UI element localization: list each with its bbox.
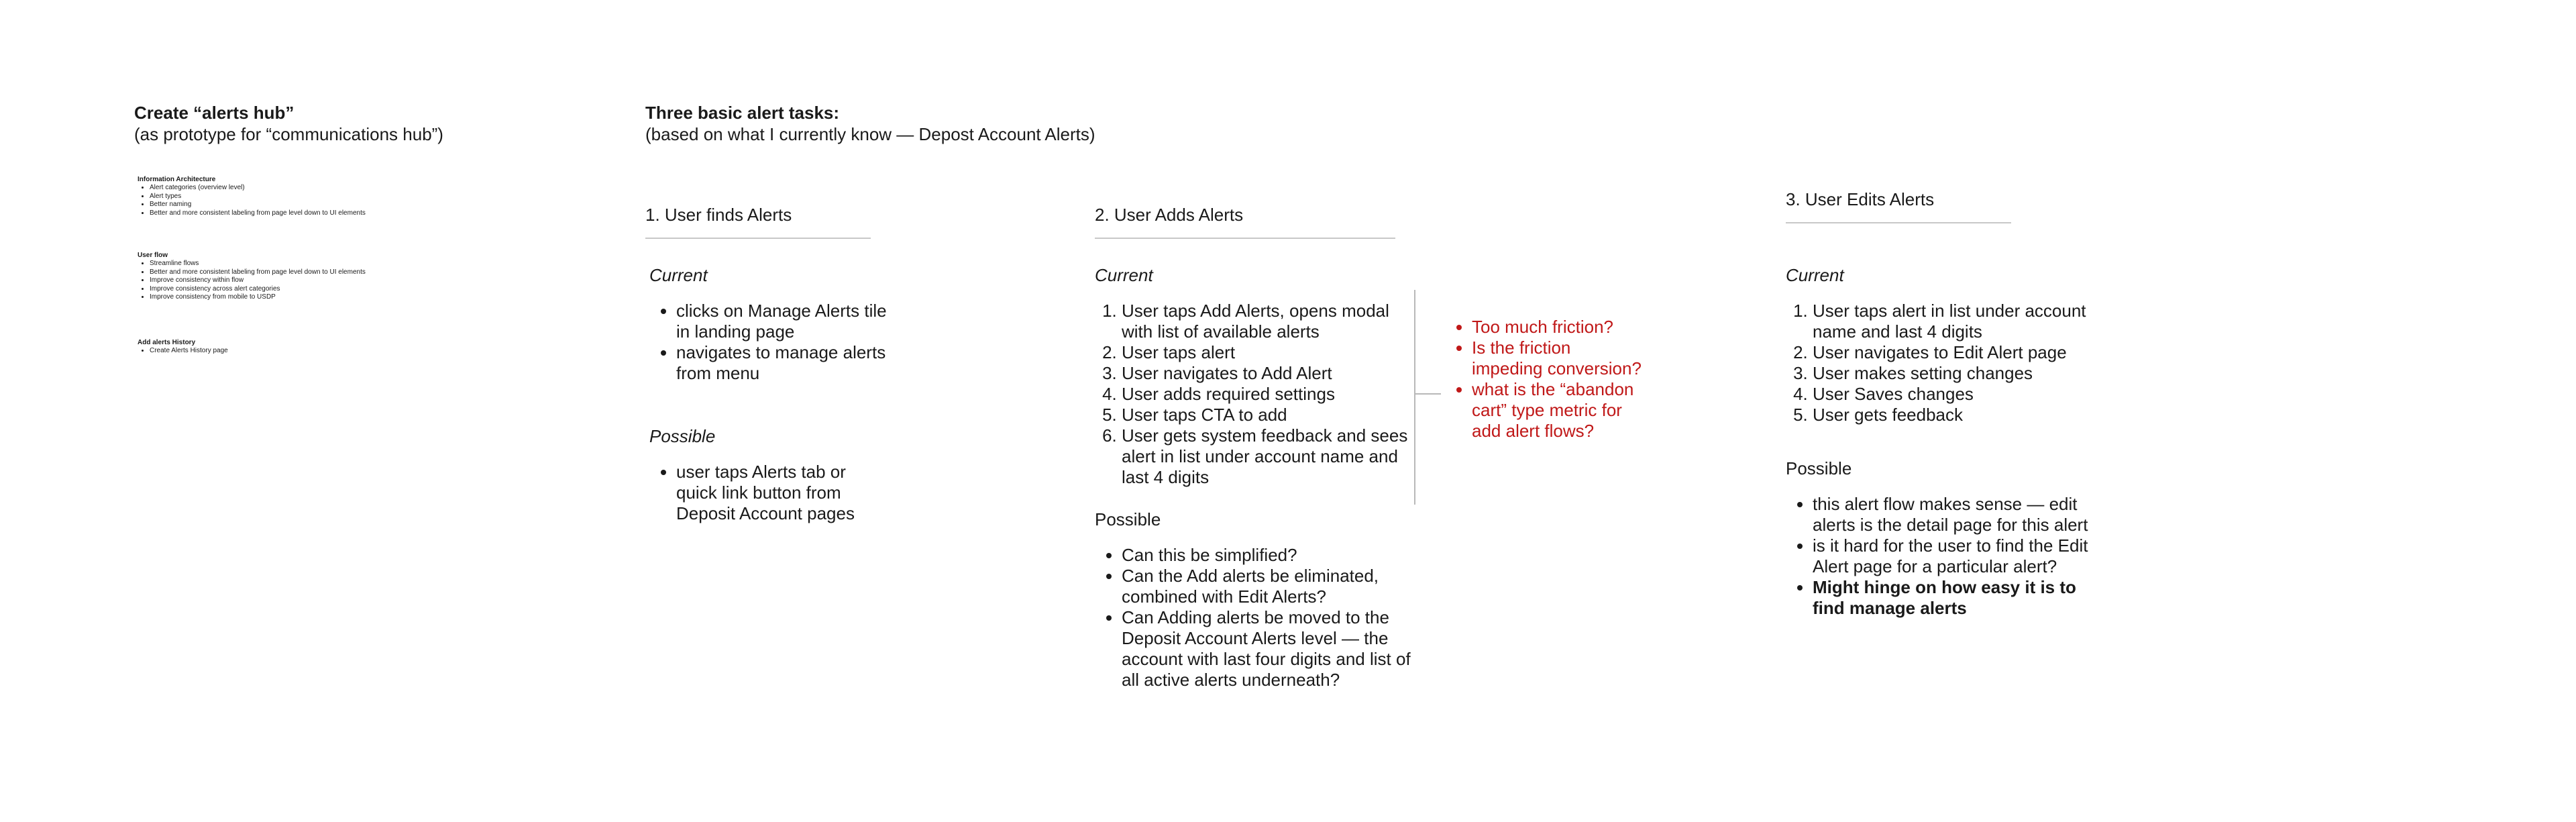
list-item: • Improve consistency within flow xyxy=(150,276,419,285)
user-flow-list xyxy=(138,260,419,302)
task3-current-label: Current xyxy=(1786,265,1844,285)
task1-current-label: Current xyxy=(649,265,708,285)
ia-list xyxy=(138,184,419,217)
task3-current xyxy=(1786,264,2101,425)
hub-subtitle: (as prototype for “communications hub”) xyxy=(134,124,443,144)
list-item: • Can this be simplified? xyxy=(1122,545,1417,566)
hub-title-block xyxy=(134,102,443,145)
list-item: • Better and more consistent labeling from page level down to UI elements xyxy=(150,209,419,218)
list-item: • Can Adding alerts be moved to the Deposit Account Alerts level — the account with last four digits and list of all active alerts underneath? xyxy=(1122,607,1417,690)
list-item: • Can the Add alerts be eliminated, combined with Edit Alerts? xyxy=(1122,566,1417,607)
user-flow-heading: User flow xyxy=(138,252,168,259)
task1-possible xyxy=(649,425,891,524)
list-item: • user taps Alerts tab or quick link button from Deposit Account pages xyxy=(676,462,891,524)
task1-current xyxy=(649,264,891,384)
list-item: • navigates to manage alerts from menu xyxy=(676,342,891,384)
task2-title: 2. User Adds Alerts xyxy=(1095,204,1395,239)
task3-possible xyxy=(1786,458,2108,619)
history-section xyxy=(138,339,419,356)
list-item: 5. User gets feedback xyxy=(1813,405,2101,425)
task1-current-list xyxy=(649,301,891,384)
list-item: • Create Alerts History page xyxy=(150,347,419,356)
task2-possible-label: Possible xyxy=(1095,509,1161,529)
list-item: 5. User taps CTA to add xyxy=(1122,405,1410,425)
list-item: • Improve consistency from mobile to USDP xyxy=(150,293,419,302)
list-item: • Streamline flows xyxy=(150,260,419,268)
list-item: • Better and more consistent labeling from page level down to UI elements xyxy=(150,268,419,277)
note-item: • Is the friction impeding conversion? xyxy=(1472,338,1645,379)
task2-current xyxy=(1095,264,1410,488)
task2-notes-list xyxy=(1444,317,1645,442)
tasks-header xyxy=(645,102,1095,145)
list-item xyxy=(1813,577,2108,619)
task2-possible-list xyxy=(1095,545,1417,690)
task1-possible-list xyxy=(649,462,891,524)
list-item: 1. User taps alert in list under account name and last 4 digits xyxy=(1813,301,2101,342)
list-item: • Improve consistency across alert categories xyxy=(150,285,419,294)
list-item: • clicks on Manage Alerts tile in landing page xyxy=(676,301,891,342)
note-item: • what is the “abandon cart” type metric for add alert flows? xyxy=(1472,379,1645,442)
task3-current-list xyxy=(1786,301,2101,425)
history-list xyxy=(138,347,419,356)
note-connector-line xyxy=(1415,393,1441,395)
history-heading: Add alerts History xyxy=(138,339,196,346)
list-item: • this alert flow makes sense — edit alerts is the detail page for this alert xyxy=(1813,494,2108,535)
list-item: 4. User adds required settings xyxy=(1122,384,1410,405)
list-item: • is it hard for the user to find the Edit Alert page for a particular alert? xyxy=(1813,535,2108,577)
list-item: 2. User taps alert xyxy=(1122,342,1410,363)
ia-section xyxy=(138,176,419,217)
task3-possible-list xyxy=(1786,494,2108,619)
list-item: • Alert categories (overview level) xyxy=(150,184,419,193)
tasks-subtitle: (based on what I currently know — Depost Account Alerts) xyxy=(645,124,1095,144)
task3-possible-label: Possible xyxy=(1786,458,1852,478)
task2-notes xyxy=(1444,317,1645,442)
list-item: • Alert types xyxy=(150,193,419,201)
list-item: 2. User navigates to Edit Alert page xyxy=(1813,342,2101,363)
task2-current-label: Current xyxy=(1095,265,1153,285)
list-item: 6. User gets system feedback and sees alert in list under account name and last 4 digits xyxy=(1122,425,1410,488)
note-bracket-line xyxy=(1414,290,1415,505)
task1-title: 1. User finds Alerts xyxy=(645,204,871,239)
bold-note: Might hinge on how easy it is to find manage alerts xyxy=(1813,577,2076,618)
tasks-title: Three basic alert tasks: xyxy=(645,103,840,123)
list-item: 1. User taps Add Alerts, opens modal with list of available alerts xyxy=(1122,301,1410,342)
user-flow-section xyxy=(138,252,419,302)
task2-possible xyxy=(1095,509,1417,690)
hub-title: Create “alerts hub” xyxy=(134,103,294,123)
list-item: 4. User Saves changes xyxy=(1813,384,2101,405)
ia-heading: Information Architecture xyxy=(138,176,216,183)
list-item: • Better naming xyxy=(150,201,419,209)
task2-current-list xyxy=(1095,301,1410,488)
list-item: 3. User makes setting changes xyxy=(1813,363,2101,384)
task1-possible-label: Possible xyxy=(649,426,716,446)
list-item: 3. User navigates to Add Alert xyxy=(1122,363,1410,384)
note-item: • Too much friction? xyxy=(1472,317,1645,338)
task3-title: 3. User Edits Alerts xyxy=(1786,189,2011,223)
